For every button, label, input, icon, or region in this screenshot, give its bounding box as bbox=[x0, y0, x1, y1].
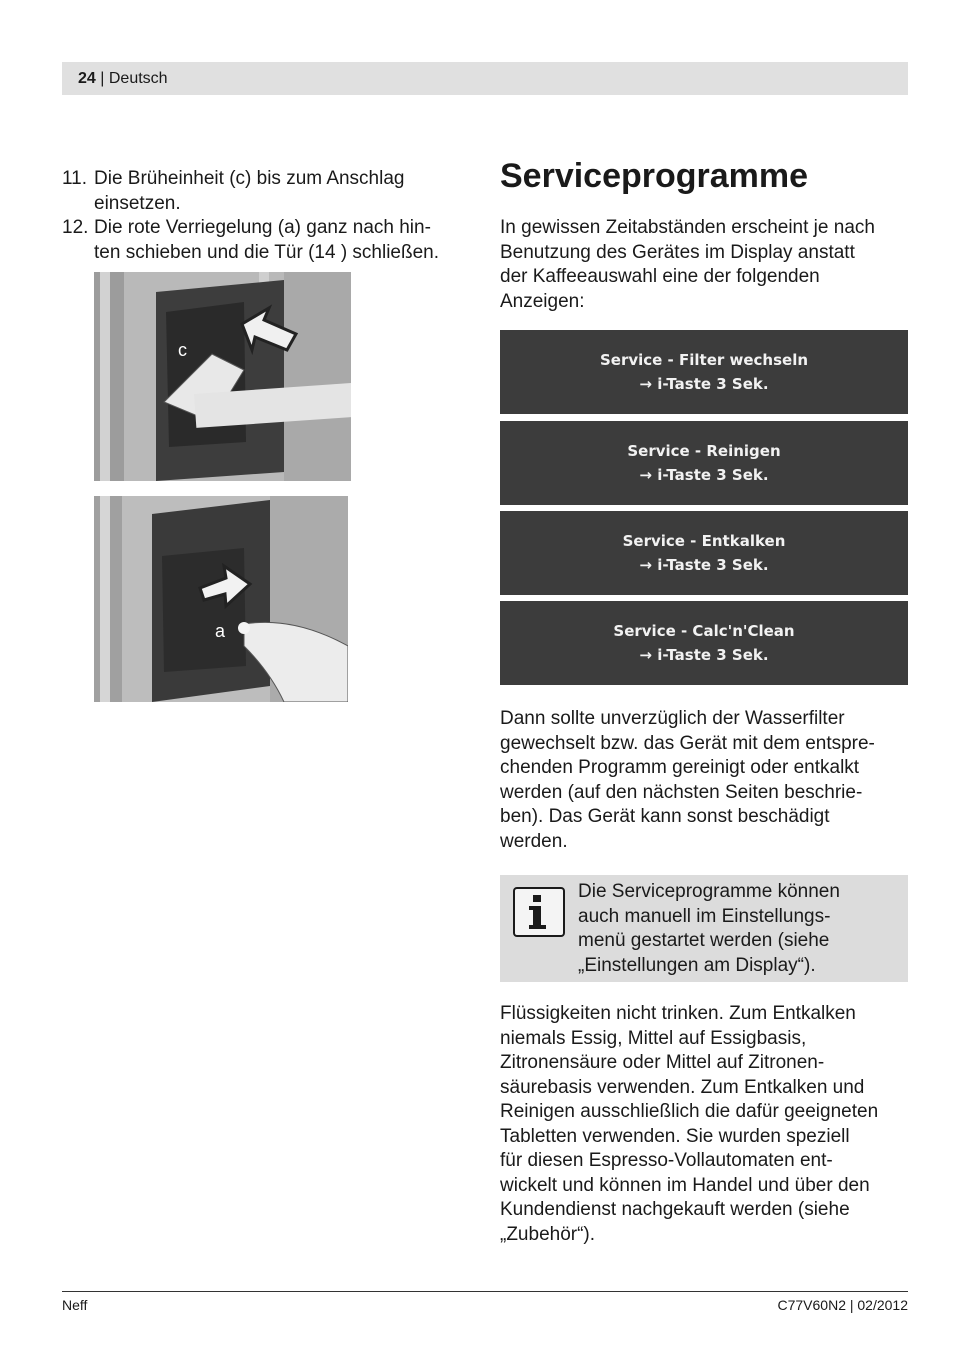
step-11 bbox=[62, 167, 464, 216]
text-line: Anzeigen: bbox=[500, 290, 585, 312]
display-reinigen bbox=[500, 421, 908, 505]
footer-doc-ref: C77V60N2 | 02/2012 bbox=[777, 1297, 908, 1313]
text-line: Zitronensäure oder Mittel auf Zitronen- bbox=[500, 1052, 825, 1073]
brewing-unit-insert-photo bbox=[94, 272, 351, 481]
text-line: säurebasis verwenden. Zum Entkalken und bbox=[500, 1076, 865, 1098]
text-line: menü gestartet werden (siehe bbox=[578, 930, 830, 951]
step-line: einsetzen. bbox=[94, 192, 181, 214]
display-line: → i-Taste 3 Sek. bbox=[639, 556, 769, 574]
page-header bbox=[62, 62, 908, 95]
warning-paragraph bbox=[500, 1002, 910, 1247]
info-icon bbox=[513, 887, 565, 937]
footer-brand: Neff bbox=[62, 1297, 88, 1313]
text-line: niemals Essig, Mittel auf Essigbasis, bbox=[500, 1027, 807, 1049]
brewing-unit-illustration bbox=[94, 272, 351, 481]
text-line: werden (auf den nächsten Seiten beschrie- bbox=[500, 781, 863, 803]
text-line: wickelt und können im Handel und über den bbox=[500, 1174, 870, 1196]
text-line: Kundendienst nachgekauft werden (siehe bbox=[500, 1199, 850, 1220]
info-note-box bbox=[500, 875, 908, 982]
display-line: → i-Taste 3 Sek. bbox=[639, 375, 769, 393]
step-line: ten schieben und die Tür (14 ) schließen. bbox=[94, 241, 440, 263]
display-line: Service - Filter wechseln bbox=[599, 351, 809, 369]
text-line: werden. bbox=[500, 830, 568, 852]
figure-label-c: c bbox=[178, 340, 187, 360]
display-entkalken bbox=[500, 511, 908, 595]
locking-lever-illustration bbox=[94, 496, 348, 702]
text-line: „Zubehör“). bbox=[500, 1223, 596, 1245]
header-separator: | bbox=[100, 70, 105, 87]
text-line: ben). Das Gerät kann sonst beschädigt bbox=[500, 806, 830, 827]
display-line: Service - Reinigen bbox=[627, 442, 781, 460]
text-line: für diesen Espresso-Vollautomaten ent- bbox=[500, 1150, 833, 1171]
instruction-steps bbox=[62, 167, 464, 265]
display-line: → i-Taste 3 Sek. bbox=[639, 646, 769, 664]
intro-paragraph bbox=[500, 216, 910, 314]
display-filter-wechseln bbox=[500, 330, 908, 414]
display-line: → i-Taste 3 Sek. bbox=[639, 466, 769, 484]
text-line: Benutzung des Gerätes im Display anstatt bbox=[500, 241, 855, 263]
text-line: „Einstellungen am Display“). bbox=[578, 954, 816, 976]
text-line: Tabletten verwenden. Sie wurden speziell bbox=[500, 1125, 850, 1147]
step-number: 12. bbox=[62, 217, 89, 238]
step-12 bbox=[62, 216, 464, 265]
info-note-text bbox=[578, 880, 840, 978]
text-line: Dann sollte unverzüglich der Wasserfilter bbox=[500, 708, 845, 729]
text-line: Die Serviceprogramme können bbox=[578, 881, 840, 902]
footer-divider bbox=[62, 1291, 908, 1292]
step-number: 11. bbox=[62, 168, 88, 189]
figure-label-a: a bbox=[215, 621, 226, 641]
text-line: gewechselt bzw. das Gerät mit dem entspre- bbox=[500, 732, 875, 754]
display-line: Service - Entkalken bbox=[622, 532, 786, 550]
text-line: der Kaffeeauswahl eine der folgenden bbox=[500, 266, 820, 287]
section-title: Serviceprogramme bbox=[500, 157, 809, 195]
display-line: Service - Calc'n'Clean bbox=[613, 622, 795, 640]
text-line: Flüssigkeiten nicht trinken. Zum Entkalken bbox=[500, 1003, 856, 1024]
text-line: In gewissen Zeitabständen erscheint je nach bbox=[500, 217, 875, 238]
text-line: chenden Programm gereinigt oder entkalkt bbox=[500, 757, 860, 778]
step-text bbox=[94, 216, 464, 265]
header-language: Deutsch bbox=[108, 70, 168, 87]
text-line: Reinigen ausschließlich die dafür geeigneten bbox=[500, 1101, 879, 1122]
step-text bbox=[94, 167, 464, 216]
after-displays-paragraph bbox=[500, 707, 910, 854]
display-calc-n-clean bbox=[500, 601, 908, 685]
step-line: Die rote Verriegelung (a) ganz nach hin- bbox=[94, 217, 431, 238]
text-line: auch manuell im Einstellungs- bbox=[578, 905, 831, 927]
locking-lever-photo bbox=[94, 496, 348, 702]
page-number: 24 bbox=[78, 70, 96, 87]
step-line: Die Brüheinheit (c) bis zum Anschlag bbox=[94, 168, 405, 189]
